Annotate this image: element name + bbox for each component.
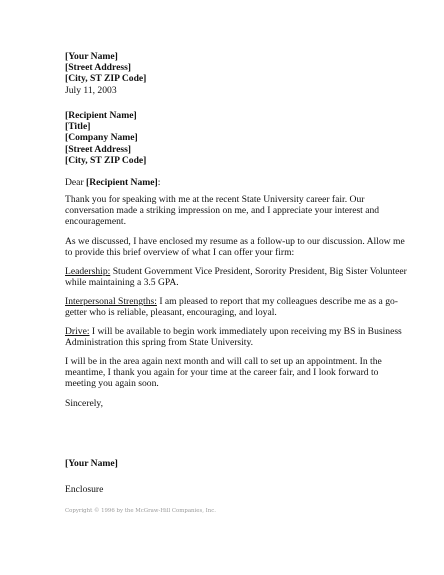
paragraph-intro — [65, 194, 395, 228]
signature-block — [65, 458, 395, 469]
salutation-suffix: : — [157, 177, 161, 188]
recipient-company: [Company Name] — [65, 132, 138, 144]
leadership-label: Leadership: — [65, 266, 111, 277]
enclosure-note — [65, 484, 395, 495]
paragraph-line: while maintaining a 3.5 GPA. — [65, 277, 179, 289]
paragraph-line: Thank you for speaking with me at the recent State University career fair. Our — [65, 194, 365, 205]
copyright-notice: Copyright © 1996 by the McGraw-Hill Companies, Inc. — [65, 508, 216, 514]
recipient-city: [City, ST ZIP Code] — [65, 154, 147, 166]
paragraph-leadership — [65, 266, 407, 289]
paragraph-text: Student Government Vice President, Sorority President, Big Sister Volunteer — [110, 266, 407, 277]
paragraph-resume — [65, 236, 405, 259]
paragraph-followup — [65, 356, 395, 390]
recipient-address-block — [65, 110, 395, 166]
paragraph-line: encouragement. — [65, 216, 126, 228]
paragraph-line: meeting you again soon. — [65, 378, 159, 390]
paragraph-line: meantime, I thank you again for your time at the career fair, and I look forward to — [65, 367, 379, 379]
paragraph-line: I will be in the area again next month and will call to set up an appointment. In the — [65, 356, 382, 367]
paragraph-line: to provide this brief overview of what I can offer your firm: — [65, 247, 295, 259]
paragraph-line: As we discussed, I have enclosed my resume as a follow-up to our discussion. Allow me — [65, 236, 405, 247]
letter-date: July 11, 2003 — [65, 84, 117, 96]
interpersonal-label: Interpersonal Strengths: — [65, 296, 157, 307]
closing-text: Sincerely, — [65, 398, 104, 409]
drive-label: Drive: — [65, 326, 90, 337]
sender-address-block — [65, 51, 395, 96]
salutation-name: [Recipient Name] — [86, 177, 158, 188]
closing — [65, 398, 395, 409]
paragraph-interpersonal — [65, 296, 399, 319]
paragraph-line: getter who is reliable, pleasant, encouraging, and loyal. — [65, 307, 277, 319]
salutation-prefix: Dear — [65, 177, 87, 188]
sender-name: [Your Name] — [65, 51, 118, 62]
salutation — [65, 177, 395, 188]
sender-city: [City, ST ZIP Code] — [65, 73, 147, 85]
paragraph-text: I am pleased to report that my colleagues describe me as a go- — [156, 296, 399, 307]
paragraph-drive — [65, 326, 402, 349]
recipient-title: [Title] — [65, 121, 91, 133]
paragraph-text: I will be available to begin work immediately upon receiving my BS in Business — [89, 326, 402, 337]
paragraph-line: Administration this spring from State University. — [65, 337, 254, 349]
sender-street: [Street Address] — [65, 62, 131, 74]
enclosure-text: Enclosure — [65, 484, 104, 495]
signer-name: [Your Name] — [65, 458, 118, 469]
recipient-street: [Street Address] — [65, 143, 131, 155]
paragraph-line: conversation made a striking impression on me, and I appreciate your interest and — [65, 205, 380, 217]
recipient-name: [Recipient Name] — [65, 110, 137, 121]
